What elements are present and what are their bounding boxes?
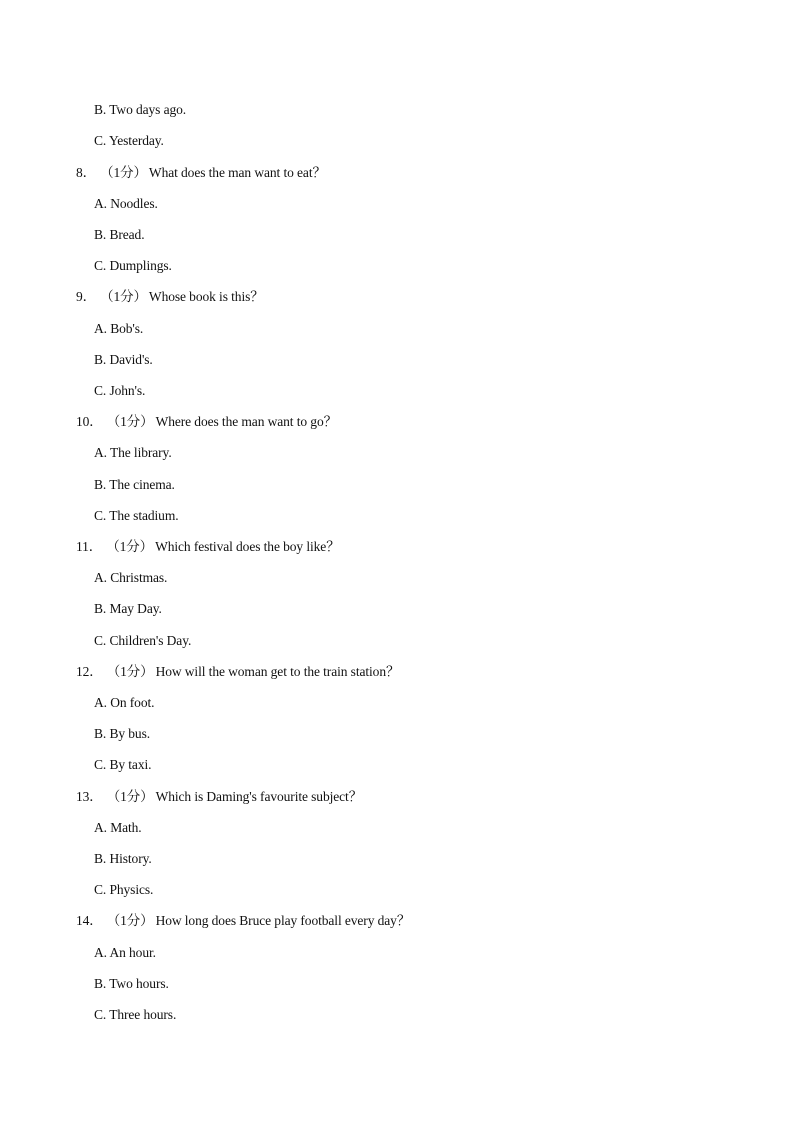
question-text: How will the woman get to the train station？: [155, 664, 400, 679]
question-13-option-b: B. History.: [94, 851, 152, 866]
question-8: [76, 164, 326, 182]
question-14-option-c: C. Three hours.: [94, 1007, 177, 1022]
option-c-prev: C. Yesterday.: [94, 133, 164, 148]
question-score: （1分）: [106, 789, 154, 804]
question-12: [76, 663, 399, 681]
question-text: How long does Bruce play football every day？: [155, 913, 411, 928]
question-score: （1分）: [106, 539, 154, 554]
question-12-option-b: B. By bus.: [94, 726, 151, 741]
question-number: 13．: [76, 789, 103, 804]
question-text: Which is Daming's favourite subject？: [155, 789, 363, 804]
question-13-option-a: A. Math.: [94, 820, 142, 835]
question-number: 9．: [76, 289, 97, 304]
question-number: 10．: [76, 414, 103, 429]
option-b-prev: B. Two days ago.: [94, 102, 187, 117]
question-10: [76, 413, 337, 431]
question-10-option-c: C. The stadium.: [94, 508, 179, 523]
question-9-option-b: B. David's.: [94, 352, 153, 367]
question-11-option-a: A. Christmas.: [94, 570, 168, 585]
question-number: 8．: [76, 165, 97, 180]
question-12-option-c: C. By taxi.: [94, 757, 152, 772]
question-9: [76, 288, 264, 306]
question-number: 12．: [76, 664, 103, 679]
question-12-option-a: A. On foot.: [94, 695, 155, 710]
question-14: [76, 912, 410, 930]
question-13: [76, 788, 362, 806]
question-number: 11．: [76, 539, 103, 554]
question-score: （1分）: [100, 289, 147, 304]
question-10-option-a: A. The library.: [94, 445, 172, 460]
question-8-option-b: B. Bread.: [94, 227, 145, 242]
question-13-option-c: C. Physics.: [94, 882, 154, 897]
question-number: 14．: [76, 913, 103, 928]
question-text: What does the man want to eat？: [148, 165, 326, 180]
question-10-option-b: B. The cinema.: [94, 477, 175, 492]
question-9-option-c: C. John's.: [94, 383, 146, 398]
question-score: （1分）: [106, 664, 154, 679]
question-9-option-a: A. Bob's.: [94, 321, 144, 336]
question-8-option-a: A. Noodles.: [94, 196, 158, 211]
question-score: （1分）: [100, 165, 147, 180]
question-score: （1分）: [106, 414, 154, 429]
question-11-option-b: B. May Day.: [94, 601, 162, 616]
question-text: Whose book is this？: [148, 289, 264, 304]
question-score: （1分）: [106, 913, 154, 928]
question-14-option-a: A. An hour.: [94, 945, 156, 960]
question-14-option-b: B. Two hours.: [94, 976, 169, 991]
question-text: Which festival does the boy like？: [155, 539, 340, 554]
question-text: Where does the man want to go？: [155, 414, 338, 429]
question-11-option-c: C. Children's Day.: [94, 633, 192, 648]
question-8-option-c: C. Dumplings.: [94, 258, 172, 273]
question-11: [76, 538, 340, 556]
